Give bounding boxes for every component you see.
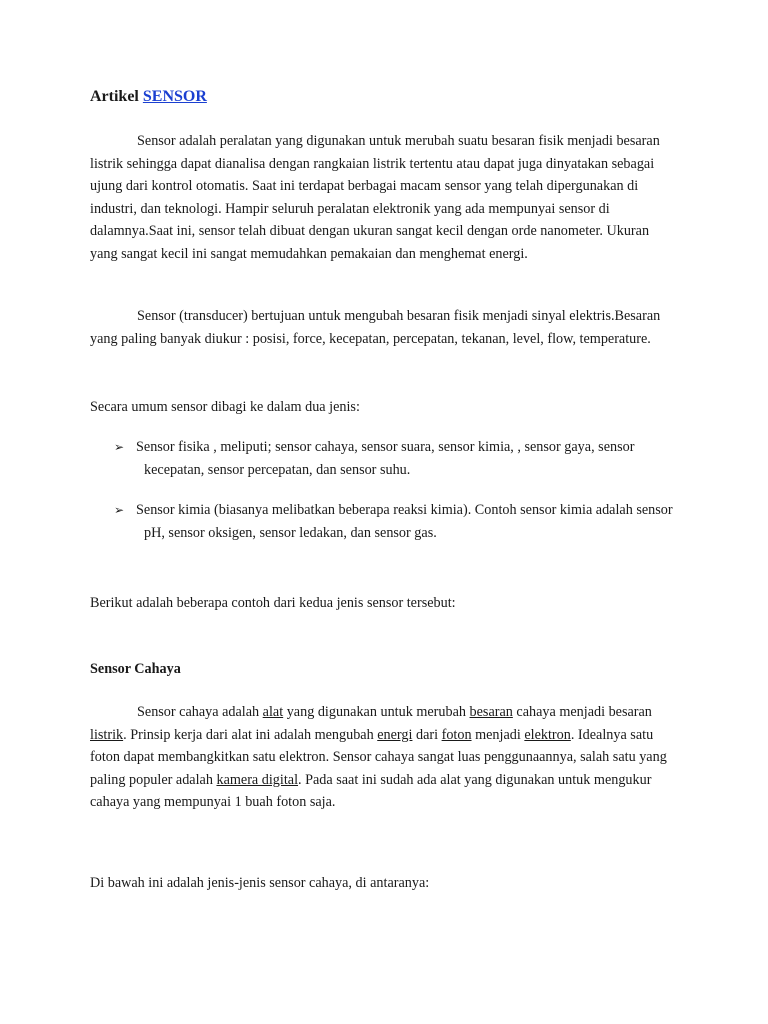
paragraph-sensor-cahaya: Sensor cahaya adalah alat yang digunakan untuk merubah besaran cahaya menjadi besaran listrik. Prinsip kerja dari alat ini adalah mengubah energi dari foton menjadi elektron. Idealnya satu foton dapat membangkitkan satu elektron. Sensor cahaya sangat luas penggunaannya, salah satu yang paling populer adalah kamera digital. Pada saat ini sudah ada alat yang digunakan untuk mengukur cahaya yang mempunyai 1 buah foton saja. [90,704,667,811]
paragraph-transducer: Sensor (transducer) bertujuan untuk mengubah besaran fisik menjadi sinyal elektris.Besaran yang paling banyak diukur : posisi, force, kecepatan, percepatan, tekanan, level, flow, temperature. [90,308,661,347]
link-foton[interactable]: foton [441,726,472,743]
article-title [90,88,207,106]
arrow-bullet-icon: ➢ [114,503,125,517]
paragraph-examples-intro: Berikut adalah beberapa contoh dari kedua jenis sensor tersebut: [90,595,456,611]
paragraph-classification: Secara umum sensor dibagi ke dalam dua jenis: [90,399,360,415]
link-listrik[interactable]: listrik [90,726,124,743]
link-besaran[interactable]: besaran [469,704,513,720]
link-alat[interactable]: alat [262,704,284,720]
paragraph-jenis-cahaya: Di bawah ini adalah jenis-jenis sensor cahaya, di antaranya: [90,875,430,891]
arrow-bullet-icon: ➢ [114,440,125,454]
list-item [114,499,674,544]
sensor-link[interactable]: SENSOR [142,88,207,105]
link-kamera-digital[interactable]: kamera digital [216,771,299,788]
list-item [114,436,674,481]
bullet-text: Sensor kimia (biasanya melibatkan beberapa reaksi kimia). Contoh sensor kimia adalah sensor pH, sensor oksigen, sensor ledakan, dan sensor gas. [136,502,673,541]
title-prefix: Artikel [90,88,139,105]
heading-sensor-cahaya: Sensor Cahaya [90,661,181,677]
link-elektron[interactable]: elektron [524,726,571,743]
bullet-text: Sensor fisika , meliputi; sensor cahaya, sensor suara, sensor kimia, , sensor gaya, sensor kecepatan, sensor percepatan, dan sensor suhu. [136,439,635,478]
paragraph-definition: Sensor adalah peralatan yang digunakan untuk merubah suatu besaran fisik menjadi besaran listrik sehingga dapat dianalisa dengan rangkaian listrik tertentu atau dapat juga dinyatakan sebagai ujung dari kontrol otomatis. Saat ini terdapat berbagai macam sensor yang telah dipergunakan di industri, dan teknologi. Hampir seluruh peralatan elektronik yang ada mempunyai sensor di dalamnya.Saat ini, sensor telah dibuat dengan ukuran sangat kecil dengan orde nanometer. Ukuran yang sangat kecil ini sangat memudahkan pemakaian dan menghemat energi. [90,133,660,262]
link-energi[interactable]: energi [377,726,413,743]
